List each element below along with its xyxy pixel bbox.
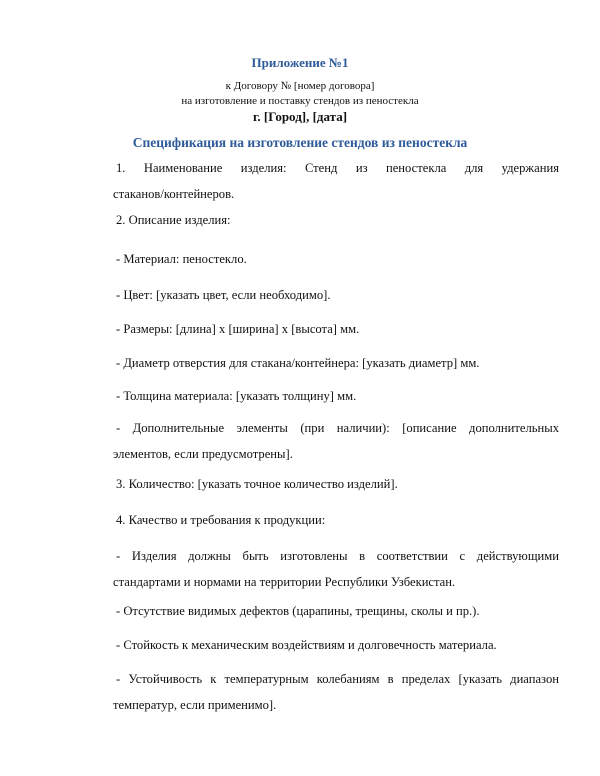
- defects-line: - Отсутствие видимых дефектов (царапины, трещины, сколы и пр.).: [116, 604, 480, 618]
- dimensions-line: - Размеры: [длина] x [ширина] x [высота] мм.: [116, 322, 360, 336]
- standards-line-1: - Изделия должны быть изготовлены в соответствии с действующими: [116, 549, 559, 563]
- standards-line-2: стандартами и нормами на территории Республики Узбекистан.: [113, 575, 456, 589]
- color-line: - Цвет: [указать цвет, если необходимо].: [116, 288, 331, 302]
- quality-heading: 4. Качество и требования к продукции:: [116, 513, 326, 527]
- thickness-line: - Толщина материала: [указать толщину] мм.: [116, 389, 357, 403]
- contract-reference: к Договору № [номер договора]: [225, 80, 375, 92]
- item-name-line-2: стаканов/контейнеров.: [113, 187, 235, 201]
- temperature-line-1: - Устойчивость к температурным колебаниям в пределах [указать диапазон: [116, 672, 559, 686]
- durability-line: - Стойкость к механическим воздействиям и долговечность материала.: [116, 638, 497, 652]
- contract-subject: на изготовление и поставку стендов из пеностекла: [181, 95, 419, 107]
- standards-paragraph: [113, 543, 559, 595]
- annex-title: Приложение №1: [251, 55, 349, 70]
- extra-elements-line-1: - Дополнительные элементы (при наличии): [описание дополнительных: [116, 421, 559, 435]
- specification-title: Спецификация на изготовление стендов из пеностекла: [132, 135, 468, 150]
- temperature-paragraph: [113, 666, 559, 718]
- hole-diameter-line: - Диаметр отверстия для стакана/контейнера: [указать диаметр] мм.: [116, 356, 480, 370]
- item-name-line-1: 1. Наименование изделия: Стенд из пеностекла для удержания: [116, 161, 559, 175]
- extra-elements-paragraph: [113, 415, 559, 467]
- item-name-paragraph: [113, 155, 559, 207]
- extra-elements-line-2: элементов, если предусмотрены].: [113, 447, 293, 461]
- city-date: г. [Город], [дата]: [252, 109, 348, 124]
- description-heading: 2. Описание изделия:: [116, 213, 231, 227]
- material-line: - Материал: пеностекло.: [116, 252, 247, 266]
- quantity-line: 3. Количество: [указать точное количество изделий].: [116, 477, 398, 491]
- temperature-line-2: температур, если применимо].: [113, 698, 277, 712]
